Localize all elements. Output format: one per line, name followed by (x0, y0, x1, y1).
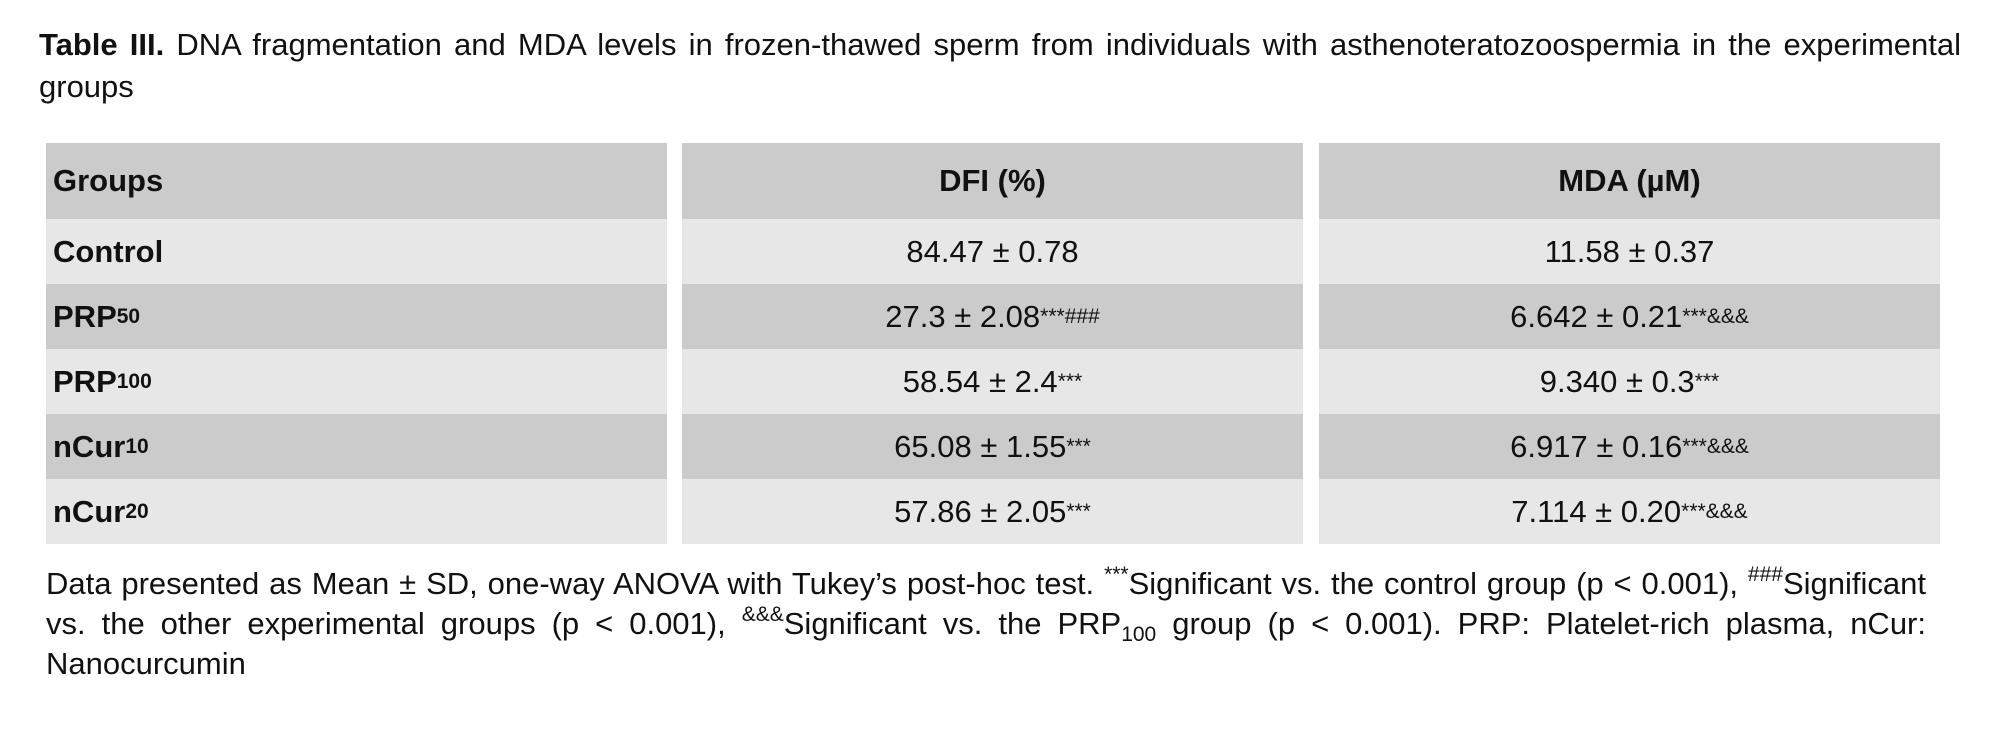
results-table (46, 143, 1955, 544)
footnote-text: Significant vs. the PRP (783, 606, 1122, 641)
mda-cell: 6.642 ± 0.21 ***&&& (1319, 284, 1940, 349)
footnote-symbol: &&& (741, 603, 784, 626)
mda-value: 6.642 ± 0.21 (1510, 298, 1683, 334)
table-label: Table III. (39, 27, 165, 62)
mda-value: 7.114 ± 0.20 (1511, 493, 1682, 529)
footnote-text: group (p < 0.001). PRP: Platelet-rich plasma, nCur: Nanocurcumin (46, 606, 1926, 681)
mda-value: 6.917 ± 0.16 (1510, 428, 1683, 464)
mda-value: 11.58 ± 0.37 (1544, 233, 1715, 269)
group-name: PRP (53, 363, 117, 399)
dfi-cell: 27.3 ± 2.08 ***### (682, 284, 1303, 349)
group-cell: PRP 50 (46, 284, 667, 349)
dfi-value: 65.08 ± 1.55 (894, 428, 1067, 464)
group-cell: nCur 10 (46, 414, 667, 479)
caption-text: DNA fragmentation and MDA levels in frozen-thawed sperm from individuals with asthenoteratozoospermia in the experimental groups (39, 27, 1961, 104)
dfi-cell: 57.86 ± 2.05 *** (682, 479, 1303, 544)
group-name: Control (53, 233, 164, 269)
table-caption (39, 24, 1961, 108)
dfi-value: 27.3 ± 2.08 (885, 298, 1041, 334)
group-cell (46, 219, 667, 284)
dfi-value: 57.86 ± 2.05 (894, 493, 1067, 529)
footnote-text: Data presented as Mean ± SD, one-way ANOVA with Tukey’s post-hoc test. (46, 566, 1105, 601)
mda-value: 9.340 ± 0.3 (1539, 363, 1695, 399)
group-name: nCur (53, 493, 126, 529)
mda-cell: 9.340 ± 0.3 *** (1319, 349, 1940, 414)
table-footnote (46, 564, 1926, 684)
mda-cell: 7.114 ± 0.20 ***&&& (1319, 479, 1940, 544)
dfi-cell: 65.08 ± 1.55 *** (682, 414, 1303, 479)
header-mda: MDA (µM) (1319, 143, 1940, 219)
header-dfi: DFI (%) (682, 143, 1303, 219)
table-row (46, 219, 1955, 284)
table-row (46, 479, 1955, 544)
table-row (46, 414, 1955, 479)
mda-cell (1319, 219, 1940, 284)
header-groups: Groups (46, 143, 667, 219)
group-cell: nCur 20 (46, 479, 667, 544)
group-cell: PRP 100 (46, 349, 667, 414)
mda-cell: 6.917 ± 0.16 ***&&& (1319, 414, 1940, 479)
footnote-symbol: *** (1104, 563, 1129, 586)
group-name: PRP (53, 298, 117, 334)
group-name: nCur (53, 428, 126, 464)
footnote-symbol: ### (1747, 563, 1783, 586)
table-row (46, 284, 1955, 349)
table-row (46, 349, 1955, 414)
footnote-subscript: 100 (1121, 623, 1157, 646)
footnote-text: Significant vs. the control group (p < 0.001), (1128, 566, 1748, 601)
footnote-text: Significant vs. the other experimental groups (p < 0.001), (46, 566, 1926, 641)
dfi-value: 58.54 ± 2.4 (902, 363, 1058, 399)
table-header-row (46, 143, 1955, 219)
dfi-cell: 58.54 ± 2.4 *** (682, 349, 1303, 414)
dfi-cell (682, 219, 1303, 284)
dfi-value: 84.47 ± 0.78 (906, 233, 1079, 269)
